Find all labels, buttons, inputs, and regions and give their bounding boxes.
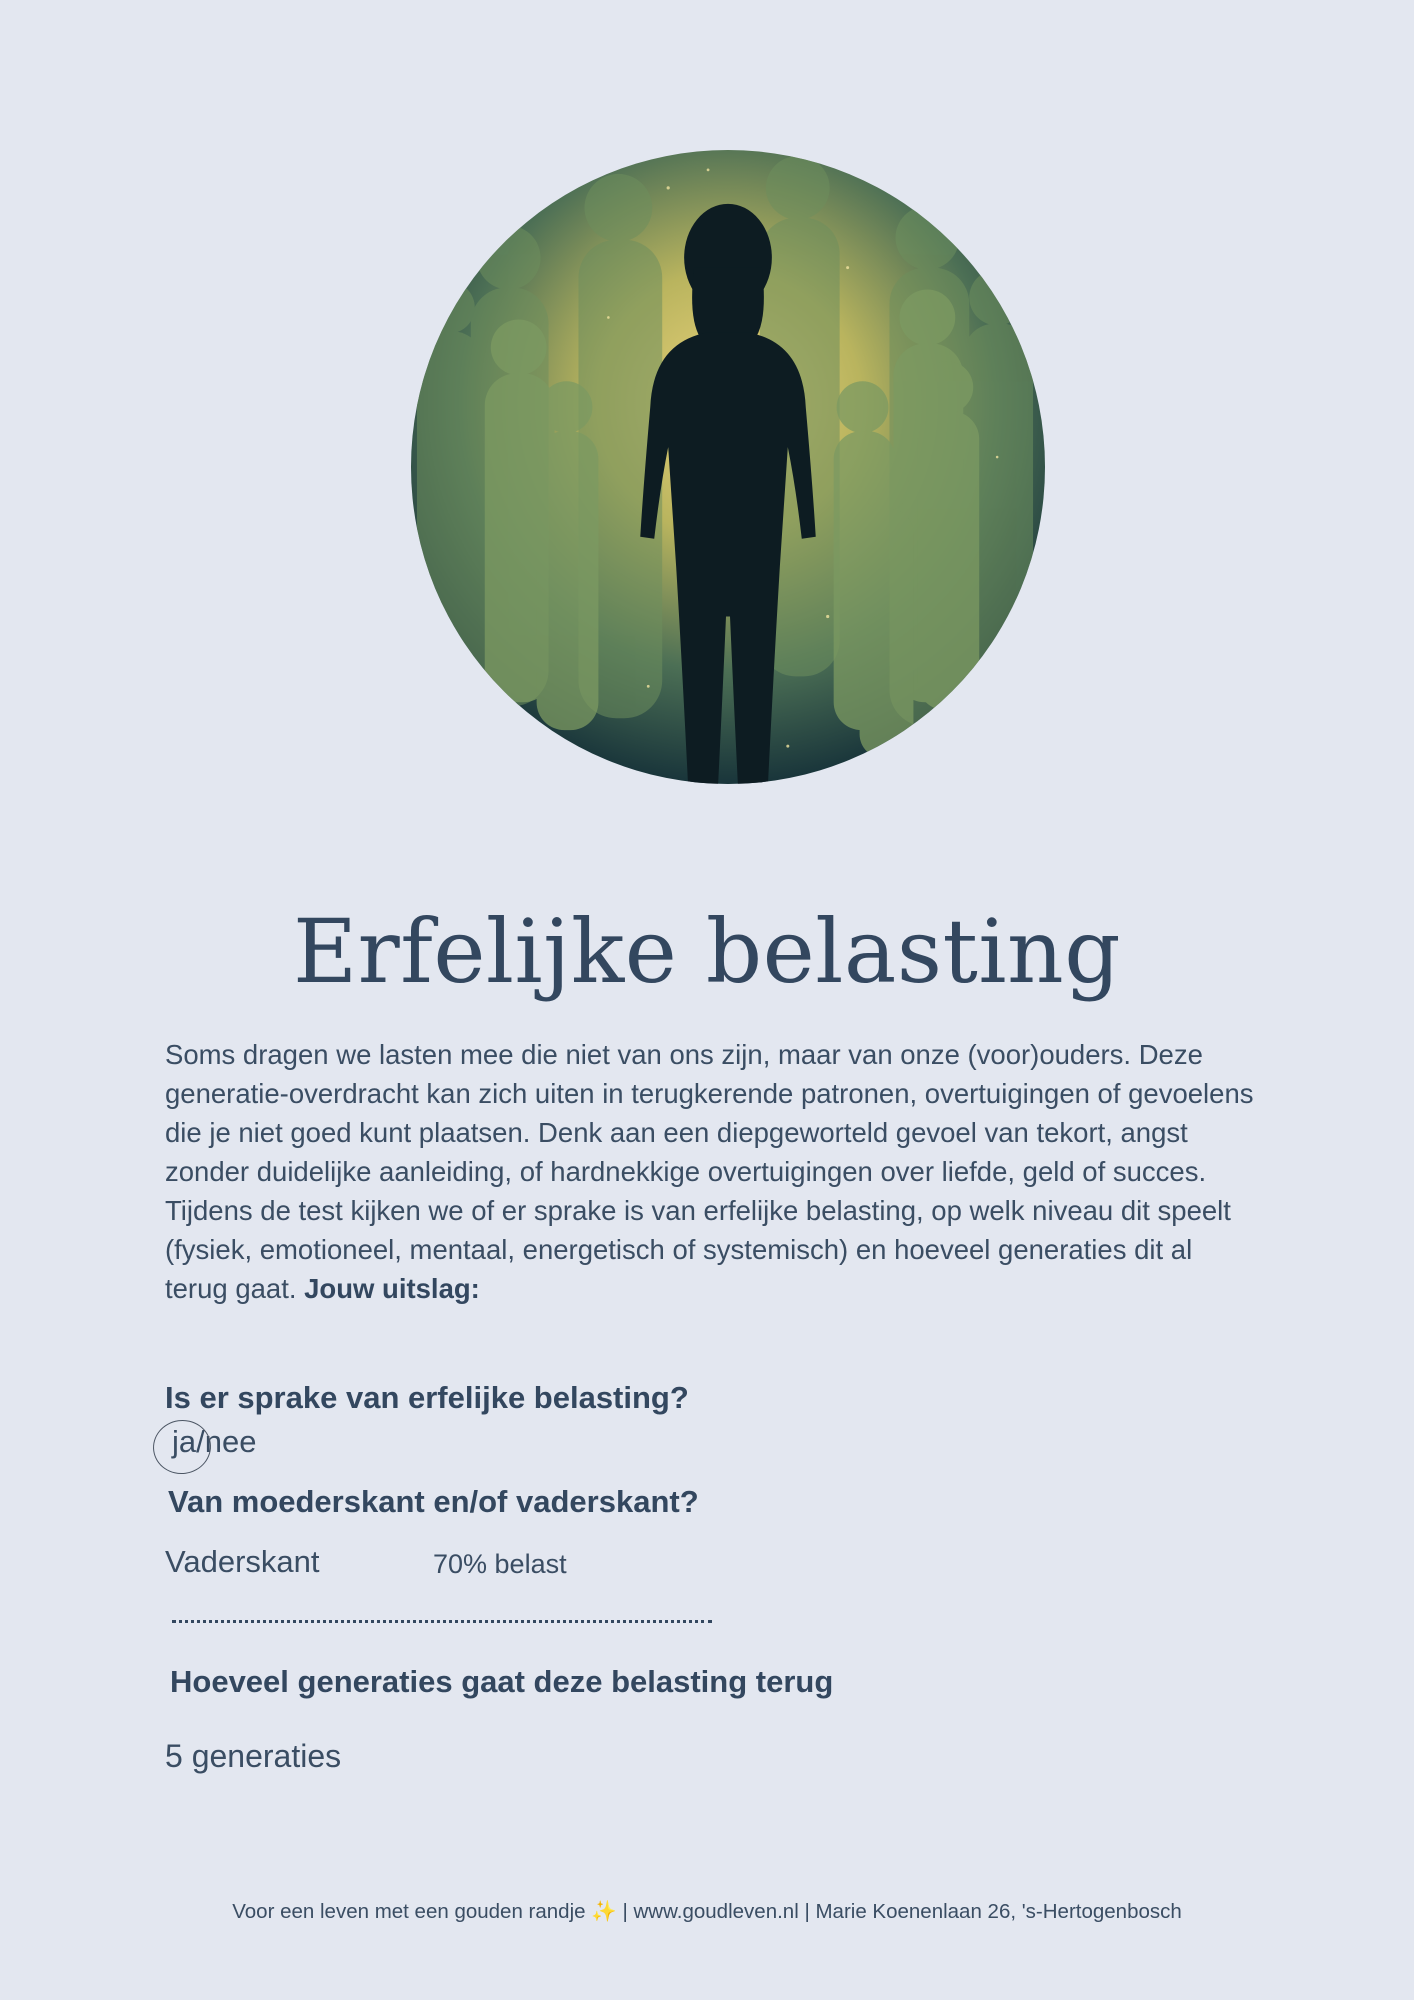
question-hereditary-burden: Is er sprake van erfelijke belasting?	[165, 1380, 689, 1415]
sparkle-icon: ✨	[591, 1900, 617, 1923]
hero-illustration	[409, 148, 1047, 786]
result-label: Jouw uitslag:	[304, 1273, 480, 1304]
footer-tagline: Voor een leven met een gouden randje	[232, 1900, 586, 1923]
question-parent-side: Van moederskant en/of vaderskant?	[168, 1484, 699, 1519]
answer-separator: /	[196, 1424, 205, 1459]
answer-parent-side: Vaderskant	[165, 1544, 320, 1579]
intro-text: Soms dragen we lasten mee die niet van ons zijn, maar van onze (voor)ouders. Deze generatie-overdracht kan zich uiten in terugkerende patronen, overtuigingen of gevoelens die je niet goed kunt plaatsen. Denk aan een diepgeworteld gevoel van tekort, angst zonder duidelijke aanleiding, of hardnekkige overtuigingen over liefde, geld of succes. Tijdens de test kijken we of er sprake is van erfelijke belasting, op welk niveau dit speelt (fysiek, emotioneel, mentaal, energetisch of systemisch) en hoeveel generaties dit al terug gaat.	[165, 1039, 1254, 1304]
answer-burden-percent: 70% belast	[433, 1549, 567, 1579]
page-title: Erfelijke belasting	[292, 900, 1122, 1003]
answer-yes-circled	[172, 1424, 196, 1460]
question-generations: Hoeveel generaties gaat deze belasting terug	[170, 1664, 834, 1699]
answer-yes: ja	[172, 1424, 197, 1459]
footer	[0, 1900, 1414, 1924]
answer-generations: 5 generaties	[165, 1738, 342, 1774]
intro-paragraph	[165, 1035, 1255, 1308]
dotted-divider	[172, 1620, 712, 1623]
footer-contact: | www.goudleven.nl | Marie Koenenlaan 26, 's-Hertogenbosch	[622, 1900, 1182, 1923]
yes-no-answer	[172, 1424, 257, 1460]
ancestors-silhouette-image	[409, 148, 1047, 786]
answer-no: nee	[204, 1424, 257, 1459]
